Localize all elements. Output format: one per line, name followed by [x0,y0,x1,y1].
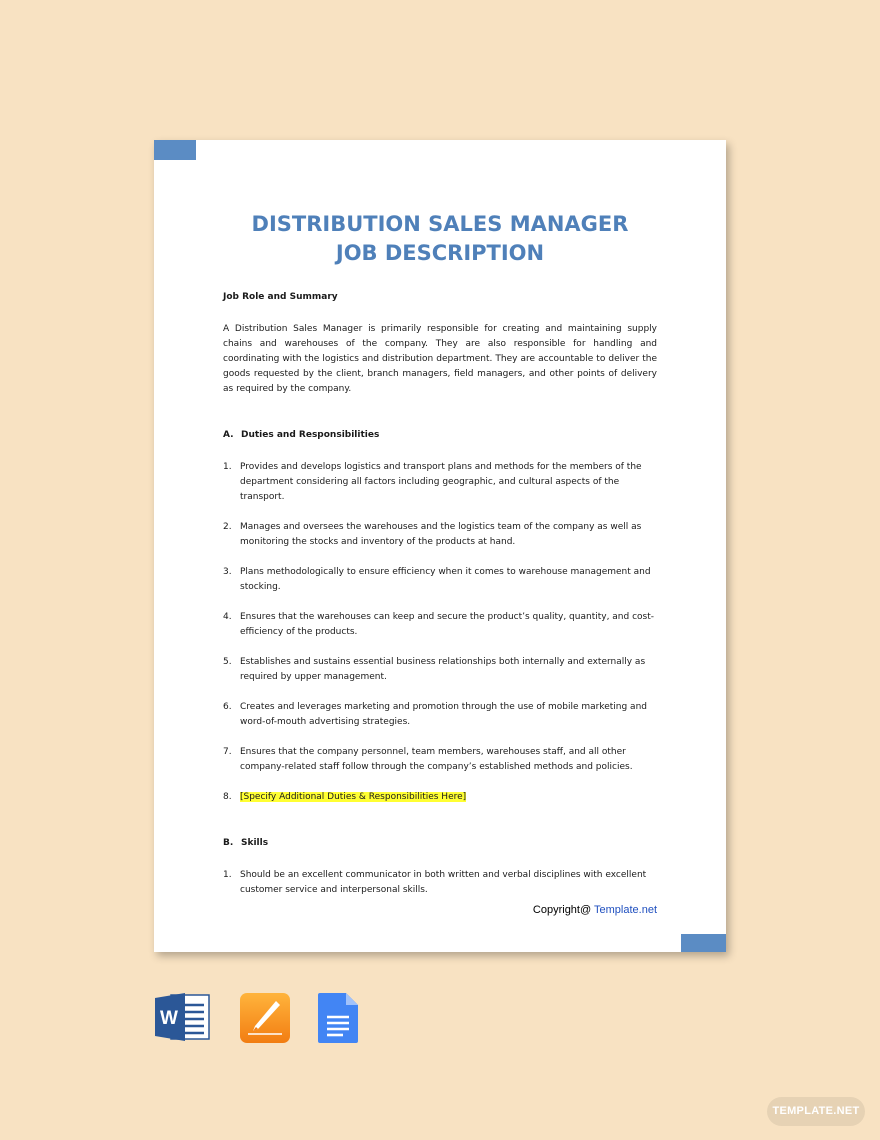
item-text: Establishes and sustains essential business relationships both internally and externally as required by upper management. [240,657,646,682]
item-number: 3. [223,567,232,577]
title-line-2: JOB DESCRIPTION [335,241,545,265]
document-body [223,290,657,898]
section-b-letter: B. [223,838,234,848]
summary-heading: Job Role and Summary [223,292,338,302]
item-text: Should be an excellent communicator in both written and verbal disciplines with excellent customer service and interpersonal skills. [240,870,647,895]
google-docs-icon[interactable] [317,992,359,1049]
placeholder-highlight: [Specify Additional Duties & Responsibilities Here] [240,792,467,802]
corner-accent-bottom-right [681,934,726,952]
template-net-badge[interactable]: TEMPLATE.NET [767,1097,865,1126]
item-text: Provides and develops logistics and transport plans and methods for the members of the department considering all factors including geographic, and cultural aspects of the transport. [240,462,642,502]
section-a-heading [223,428,657,443]
item-number: 7. [223,747,232,757]
section-b-title: Skills [241,838,269,848]
item-text: Ensures that the company personnel, team members, warehouses staff, and all other company-related staff follow through the company’s established methods and policies. [240,747,633,772]
document-page [154,140,726,952]
word-icon[interactable] [155,992,211,1047]
list-item [223,868,657,898]
item-text: Manages and oversees the warehouses and the logistics team of the company as well as monitoring the stocks and inventory of the products at hand. [240,522,642,547]
list-item [223,790,657,805]
section-b-heading [223,836,657,851]
copyright-link[interactable]: Template.net [594,904,657,916]
item-text: Ensures that the warehouses can keep and secure the product’s quality, quantity, and cost-efficiency of the products. [240,612,655,637]
item-number: 2. [223,522,232,532]
list-item [223,655,657,685]
item-number: 5. [223,657,232,667]
list-item [223,460,657,505]
copyright-notice [533,904,657,916]
item-number: 8. [223,792,232,802]
item-number: 6. [223,702,232,712]
list-item [223,610,657,640]
list-item [223,565,657,595]
section-a-title: Duties and Responsibilities [241,430,380,440]
section-a-letter: A. [223,430,234,440]
item-number: 1. [223,870,232,880]
list-item [223,745,657,775]
item-text: Creates and leverages marketing and promotion through the use of mobile marketing and word-of-mouth advertising strategies. [240,702,647,727]
pages-icon[interactable] [239,992,291,1049]
list-item [223,700,657,730]
svg-text:W: W [160,1008,178,1029]
duties-list [223,460,657,805]
corner-accent-top-left [154,140,196,160]
summary-paragraph: A Distribution Sales Manager is primarily responsible for creating and maintaining supply chains and warehouses of the company. They are also responsible for handling and coordinating with the logistics and distribution department. They are accountable to deliver the goods requested by the client, branch managers, field managers, and other points of delivery as required by the company. [223,324,657,394]
item-number: 1. [223,462,232,472]
item-text: Plans methodologically to ensure efficiency when it comes to warehouse management and stocking. [240,567,651,592]
skills-list [223,868,657,898]
list-item [223,520,657,550]
item-number: 4. [223,612,232,622]
copyright-prefix: Copyright@ [532,904,595,916]
document-title [154,210,726,268]
title-line-1: DISTRIBUTION SALES MANAGER [251,212,629,236]
